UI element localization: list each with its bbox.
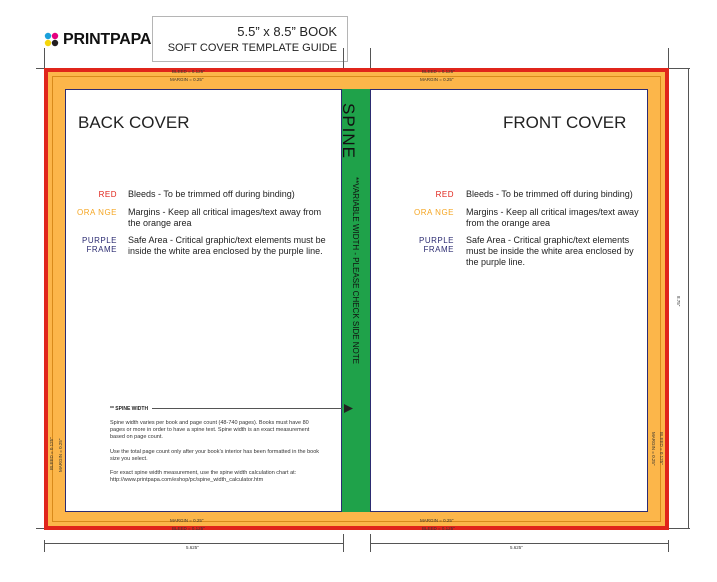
margin-label: MARGIN = 0.25"	[170, 518, 204, 523]
right-margin-label: MARGIN = 0.25"	[651, 432, 656, 466]
width-dimension-line	[370, 543, 668, 544]
width-label: 5.625"	[186, 545, 199, 550]
crop-mark	[668, 48, 669, 70]
margin-label: MARGIN = 0.25"	[170, 77, 204, 82]
left-bleed-label: BLEED = 0.125"	[49, 437, 54, 470]
title-subtitle: SOFT COVER TEMPLATE GUIDE	[167, 42, 337, 54]
bleed-label: BLEED = 0.125"	[172, 526, 205, 531]
legend-key-purple: PURPLE FRAME	[81, 236, 117, 254]
bleed-label: BLEED = 0.125"	[422, 69, 455, 74]
legend-value-orange: Margins - Keep all critical images/text away from the orange area	[466, 207, 639, 228]
legend-key-orange: ORA NGE	[414, 208, 454, 217]
spine-width-heading: ** SPINE WIDTH	[110, 406, 149, 412]
spine-note-pointer-line	[152, 408, 342, 409]
height-dimension-line	[688, 68, 689, 529]
height-label: 8.75"	[676, 296, 681, 307]
right-bleed-label: BLEED = 0.125"	[659, 432, 664, 465]
spine-note-paragraph-1: Spine width varies per book and page count (48-740 pages). Books must have 80 pages or more in order to have a spine text. Spine width is an exact measurement based on page count.	[110, 420, 310, 440]
crop-mark	[343, 48, 344, 70]
legend-key-red: RED	[435, 190, 454, 199]
width-dimension-line	[44, 543, 343, 544]
left-margin-label: MARGIN = 0.25"	[58, 438, 63, 472]
spine-note-paragraph-3: For exact spine width measurement, use the spine width calculation chart at: http://www.printpapa.com/eshop/pc/spine_width_calculator.htm	[110, 470, 297, 483]
back-cover-title: BACK COVER	[78, 113, 190, 132]
legend-key-purple: PURPLE FRAME	[418, 236, 454, 254]
bleed-label: BLEED = 0.125"	[172, 69, 205, 74]
spine-area	[339, 89, 370, 512]
crop-mark	[343, 534, 344, 552]
width-label: 5.625"	[510, 545, 523, 550]
crop-mark	[44, 540, 45, 552]
margin-label: MARGIN = 0.25"	[420, 77, 454, 82]
spine-note-paragraph-2: Use the total page count only after your book’s interior has been formatted in the book size you select.	[110, 449, 320, 462]
crop-mark	[668, 540, 669, 552]
legend-key-red: RED	[98, 190, 117, 199]
crop-mark	[370, 48, 371, 70]
legend-value-orange: Margins - Keep all critical images/text away from the orange area	[128, 207, 322, 228]
front-cover-safe-area	[370, 89, 648, 512]
legend-key-orange: ORA NGE	[77, 208, 117, 217]
front-cover-title: FRONT COVER	[503, 113, 627, 132]
legend-value-purple: Safe Area - Critical graphic/text elements must be inside the white area enclosed by the purple line.	[466, 235, 634, 267]
title-size: 5.5” x 8.5” BOOK	[237, 24, 337, 39]
printpapa-logo	[44, 30, 151, 50]
legend-value-red: Bleeds - To be trimmed off during binding)	[466, 189, 633, 199]
logo-text: PRINTPAPA	[63, 31, 152, 48]
spine-title: SPINE	[339, 103, 358, 160]
cmyk-dots-icon	[44, 32, 60, 48]
template-title-box	[152, 16, 348, 62]
arrow-right-icon	[344, 404, 354, 413]
legend-value-red: Bleeds - To be trimmed off during binding)	[128, 189, 295, 199]
bleed-label: BLEED = 0.125"	[422, 526, 455, 531]
spine-note: **VARIABLE WIDTH - PLEASE CHECK SIDE NOTE	[351, 177, 360, 365]
crop-mark	[44, 48, 45, 70]
margin-label: MARGIN = 0.25"	[420, 518, 454, 523]
legend-value-purple: Safe Area - Critical graphic/text elements must be inside the white area enclosed by the purple line.	[128, 235, 326, 256]
